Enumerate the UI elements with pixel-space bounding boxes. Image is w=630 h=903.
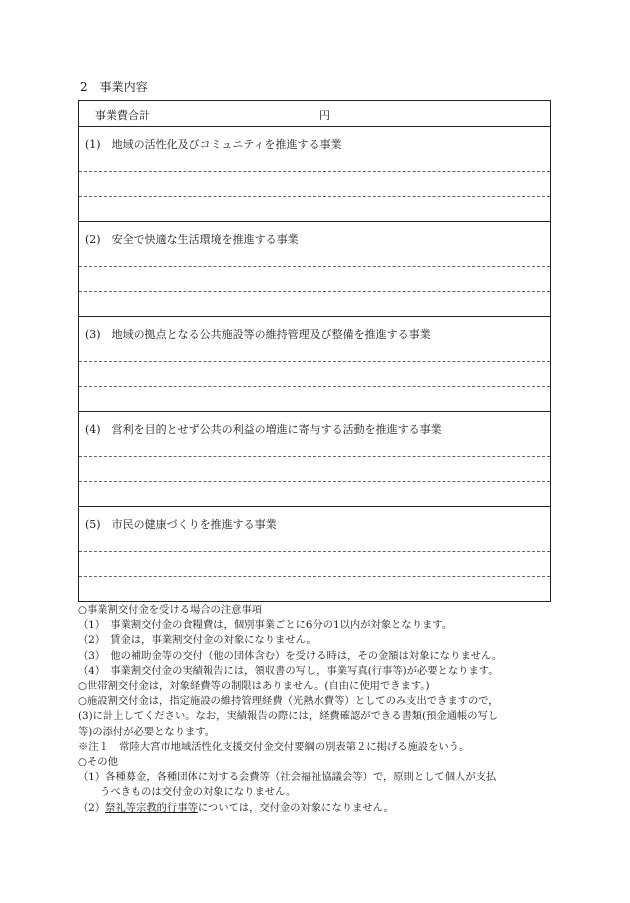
entry-line[interactable] <box>79 291 550 292</box>
note-item: （2） 賃金は，事業割交付金の対象になりません。 <box>78 634 317 647</box>
notes-block <box>78 603 556 816</box>
entry-line[interactable] <box>79 266 550 267</box>
section-1-title: (1) 地域の活性化及びコミュニティを推進する事業 <box>85 138 342 151</box>
entry-line[interactable] <box>79 361 550 362</box>
section-heading: 2 事業内容 <box>80 80 148 94</box>
note-item: 等)の添付が必要となります。 <box>78 725 216 738</box>
note-item-continued: うべきものは交付金の対象になりません。 <box>100 786 297 799</box>
section-3 <box>79 317 550 412</box>
entry-line[interactable] <box>79 551 550 552</box>
note-item: ○世帯割交付金は，対象経費等の制限はありません。(自由に使用できます。) <box>78 680 430 693</box>
other-heading: ○その他 <box>78 756 118 769</box>
total-cost-label: 事業費合計 <box>95 109 150 122</box>
section-5-title: (5) 市民の健康づくりを推進する事業 <box>85 518 277 531</box>
note-suffix: については，交付金の対象になりません。 <box>197 801 394 814</box>
total-cost-unit: 円 <box>319 109 330 122</box>
section-1 <box>79 127 550 222</box>
entry-line[interactable] <box>79 196 550 197</box>
section-4 <box>79 412 550 507</box>
note-item <box>78 801 556 816</box>
section-2-title: (2) 安全で快適な生活環境を推進する事業 <box>85 233 299 246</box>
notes-heading: ○事業割交付金を受ける場合の注意事項 <box>78 604 263 616</box>
total-cost-row <box>79 101 550 127</box>
entry-line[interactable] <box>79 171 550 172</box>
section-5 <box>79 507 550 602</box>
note-item: （3） 他の補助金等の交付（他の団体含む）を受ける時は，その金額は対象になりません。 <box>78 649 503 662</box>
business-content-table <box>78 100 551 602</box>
note-item: （4） 事業割交付金の実績報告には，領収書の写し，事業写真(行事等)が必要となります。 <box>78 664 499 677</box>
section-2 <box>79 222 550 317</box>
entry-line[interactable] <box>79 576 550 577</box>
entry-line[interactable] <box>79 456 550 457</box>
note-item: （1）各種募金，各種団体に対する会費等（社会福祉協議会等）で，原則として個人が支払 <box>78 771 497 784</box>
note-item: ○施設割交付金は，指定施設の維持管理経費（光熱水費等）としてのみ支出できますので， <box>78 695 499 708</box>
section-3-title: (3) 地域の拠点となる公共施設等の維持管理及び整備を推進する事業 <box>85 328 431 341</box>
note-prefix: （2） <box>78 801 106 814</box>
underlined-text: 祭礼等宗教的行事等 <box>105 801 198 814</box>
note-item: (3)に計上してください。なお，実績報告の際には，経費確認ができる書類(預金通帳の写し <box>78 710 499 723</box>
entry-line[interactable] <box>79 481 550 482</box>
entry-line[interactable] <box>79 386 550 387</box>
footnote: ※注１ 常陸大宮市地域活性化支援交付金交付要綱の別表第２に掲げる施設をいう。 <box>78 740 470 753</box>
note-item: （1） 事業割交付金の食糧費は，個別事業ごとに6分の1以内が対象となります。 <box>78 619 453 632</box>
section-4-title: (4) 営利を目的とせず公共の利益の増進に寄与する活動を推進する事業 <box>85 423 442 436</box>
